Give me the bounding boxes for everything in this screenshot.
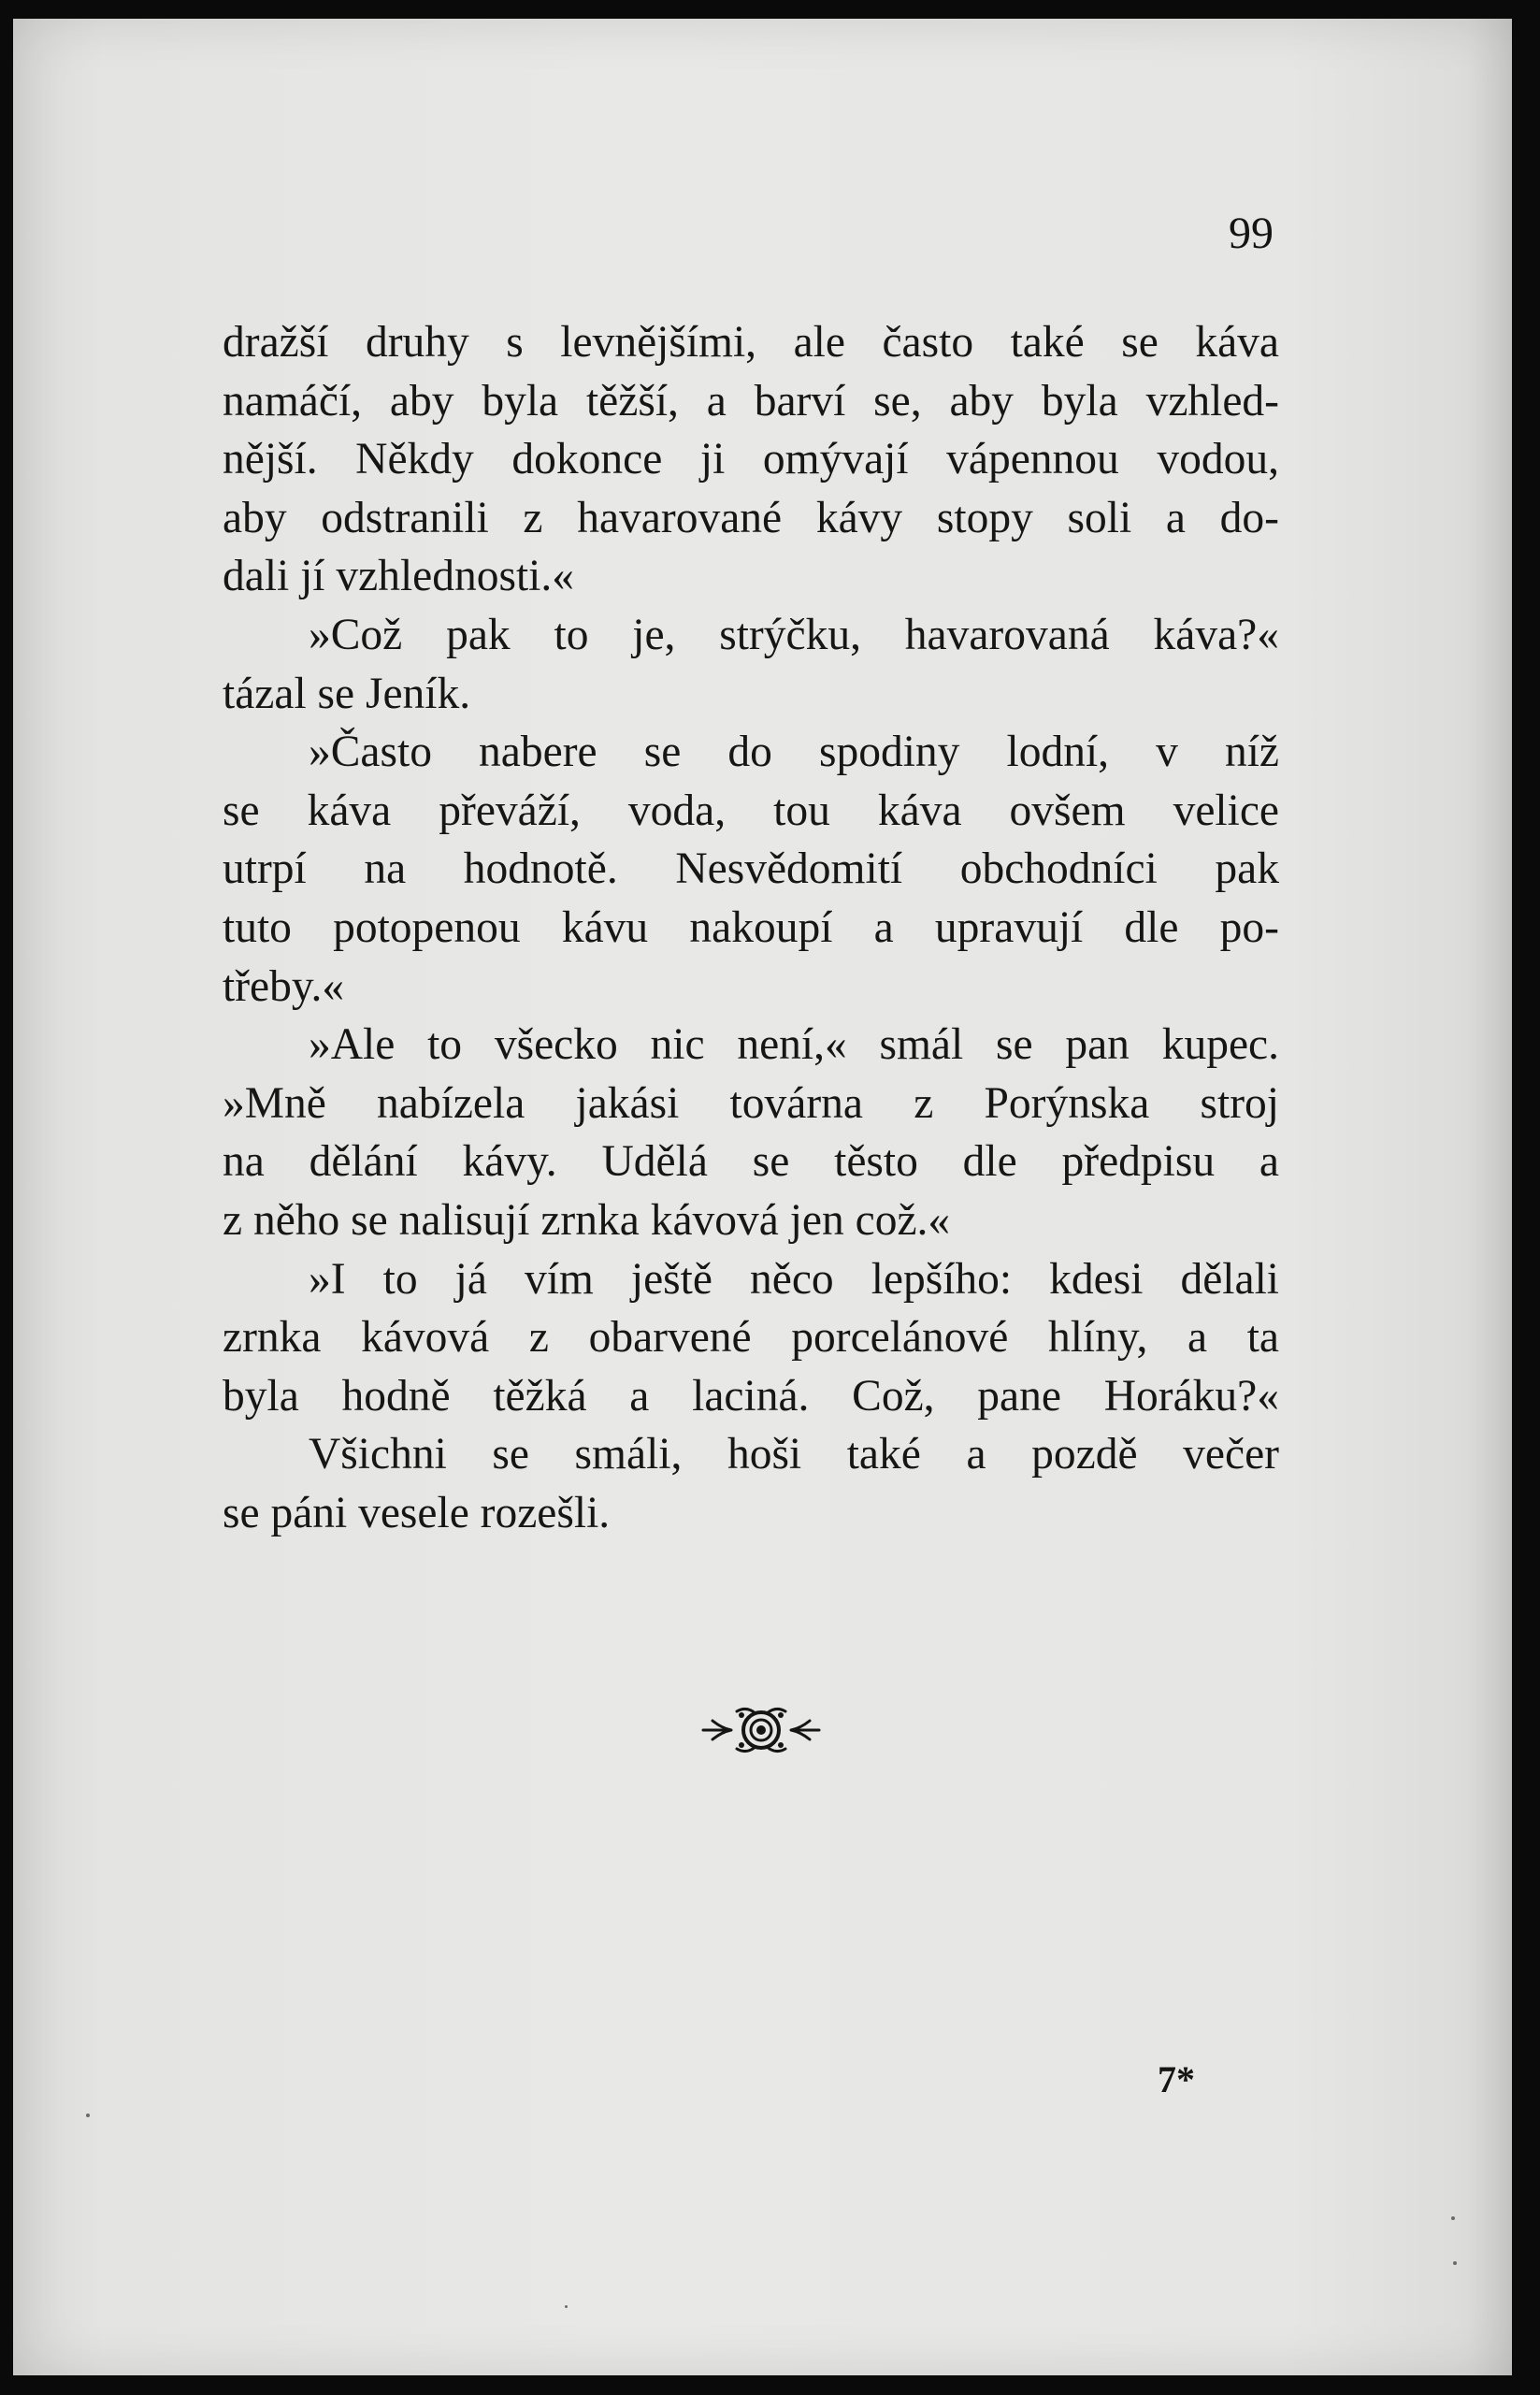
text-line: nější. Někdy dokonce ji omývají vápennou vodou, [223, 435, 1279, 484]
text-line: »Mně nabízela jakási továrna z Porýnska stroj [223, 1078, 1279, 1128]
text-line: aby odstranili z havarované kávy stopy soli a do- [223, 493, 1279, 542]
text-line: se káva převáží, voda, tou káva ovšem velice [223, 786, 1279, 835]
fleuron-ornament-icon [699, 1700, 823, 1756]
signature-mark: 7* [1158, 2058, 1195, 2100]
text-line: na dělání kávy. Udělá se těsto dle předpisu a [223, 1137, 1279, 1187]
text-line: byla hodně těžká a laciná. Což, pane Horáku?« [223, 1371, 1279, 1421]
text-line: zrnka kávová z obarvené porcelánové hlíny, a ta [223, 1313, 1279, 1363]
text-line: tuto potopenou kávu nakoupí a upravují dle po- [223, 902, 1279, 952]
text-line: namáčí, aby byla těžší, a barví se, aby byla vzhled- [223, 376, 1279, 426]
paper-speck [1453, 2261, 1457, 2265]
paper-speck [565, 2305, 568, 2308]
text-line: »I to já vím ještě něco lepšího: kdesi dělali [309, 1254, 1279, 1304]
text-line: dražší druhy s levnějšími, ale často také se káva [223, 318, 1279, 367]
text-line: »Ale to všecko nic není,« smál se pan kupec. [309, 1020, 1279, 1070]
text-line: Všichni se smáli, hoši také a pozdě večer [309, 1430, 1279, 1479]
text-line: se páni vesele rozešli. [223, 1488, 611, 1537]
text-line: dali jí vzhlednosti.« [223, 552, 574, 601]
text-line: tázal se Jeník. [223, 669, 471, 718]
body-text [223, 313, 1279, 1542]
paper-speck [1451, 2216, 1455, 2220]
text-line: »Často nabere se do spodiny lodní, v níž [309, 728, 1279, 777]
text-line: utrpí na hodnotě. Nesvědomití obchodníci pak [223, 844, 1279, 894]
paper-speck [86, 2114, 90, 2117]
text-line: »Což pak to je, strýčku, havarovaná káva?« [309, 610, 1279, 659]
page-number: 99 [1229, 209, 1274, 258]
text-line: třeby.« [223, 961, 345, 1011]
text-line: z něho se nalisují zrnka kávová jen což.« [223, 1195, 951, 1245]
